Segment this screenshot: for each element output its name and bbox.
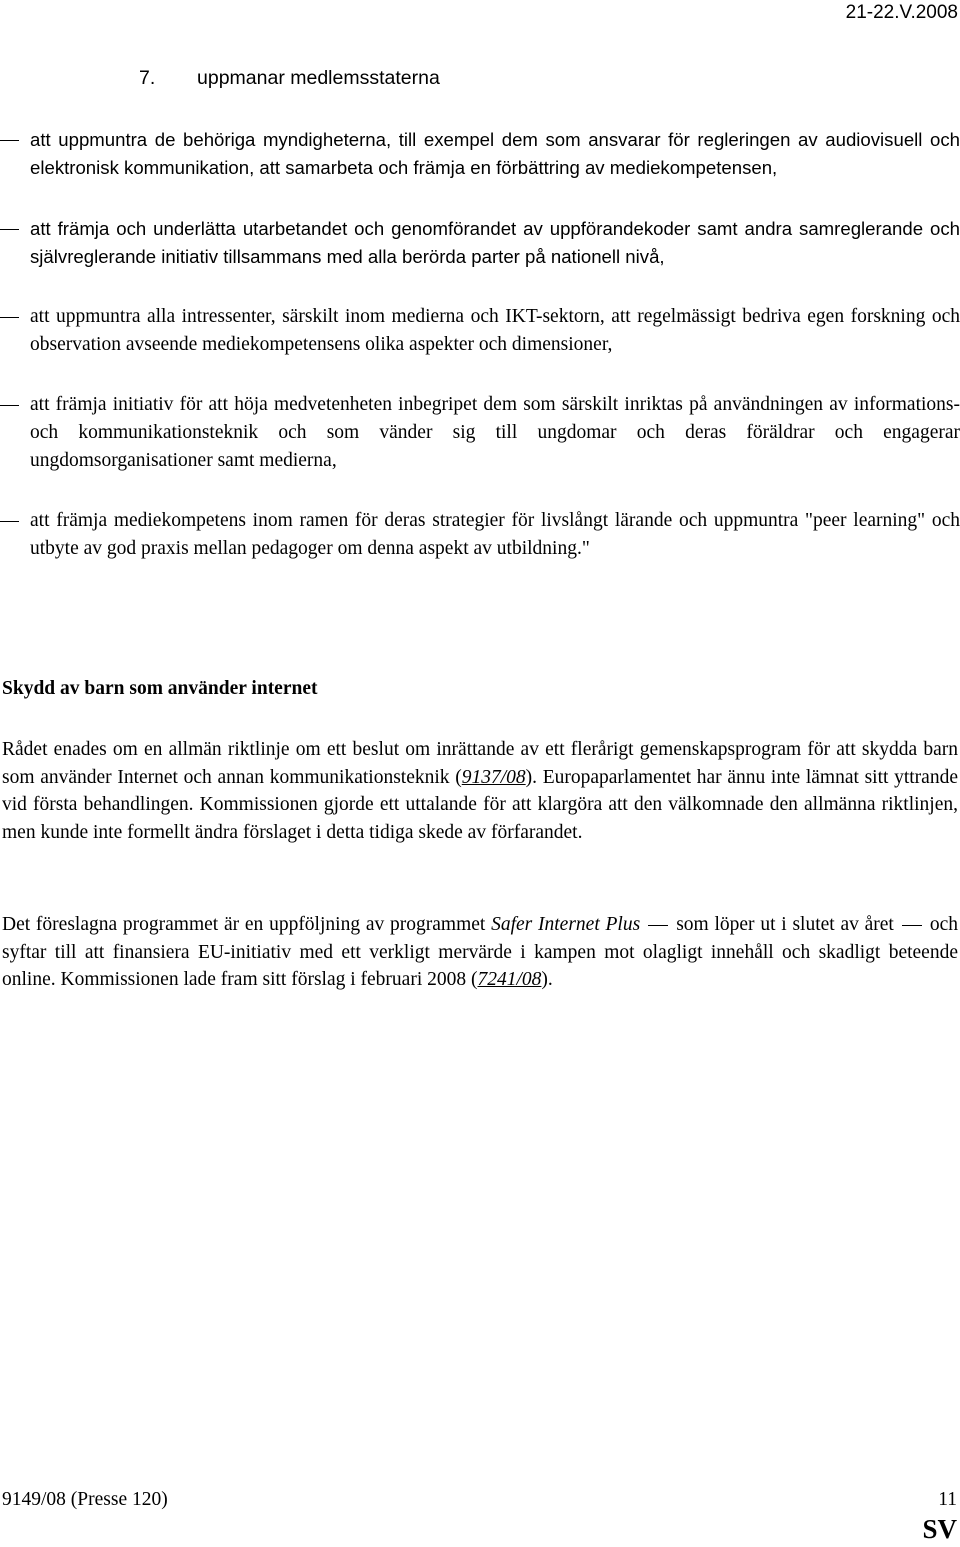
list-item [0,303,960,360]
document-date: 21-22.V.2008 [845,2,958,23]
paragraph-text: och syftar till att finansiera EU-initiativ med ett verkligt mervärde i kampen mot olagligt innehåll och skadligt beteende online. Kommissionen lade fram sitt förslag i februari 2008 ( [2,914,959,991]
dash-bullet-icon [0,140,19,141]
list-item [0,215,960,272]
point-heading [139,64,440,92]
document-reference-link[interactable]: 9137/08 [461,766,526,788]
section-heading: Skydd av barn som använder internet [2,678,318,699]
bullet-list [0,126,960,563]
paragraph [2,736,958,847]
footer-reference: 9149/08 (Presse 120) [2,1489,168,1510]
list-item [0,126,960,183]
page-number: 11 [938,1489,957,1510]
dash-bullet-icon [0,317,19,318]
list-item [0,391,960,476]
point-number: 7. [139,67,156,89]
point-title: uppmanar medlemsstaterna [197,67,440,89]
list-item-text: att främja mediekompetens inom ramen för deras strategier för livslångt lärande och uppmuntra "peer learning" och utbyte av god praxis mellan pedagoger om denna aspekt av utbildning." [30,509,960,559]
dash-bullet-icon [0,229,19,230]
list-item-text: att främja initiativ för att höja medvetenheten inbegripet dem som särskilt inriktas på användningen av informations- och kommunikationsteknik och som vänder sig till ungdomar och deras föräldrar och engagerar ungdomsorganisationer samt medierna, [30,393,960,472]
language-code: SV [922,1514,957,1544]
paragraph [2,911,958,994]
list-item-text: att uppmuntra de behöriga myndigheterna, till exempel dem som ansvarar för regleringen av audiovisuell och elektronisk kommunikation, att samarbeta och främja en förbättring av mediekompetensen, [30,129,960,179]
dash-bullet-icon [0,405,19,406]
dash-bullet-icon [0,521,19,522]
document-reference-link[interactable]: 7241/08 [477,969,542,991]
list-item [0,507,960,564]
dash-separator-icon [648,925,668,926]
paragraph-text: Rådet enades om en allmän riktlinje om ett beslut om inrättande av ett flerårigt gemenskapsprogram för att skydda barn som använder Internet och annan kommunikationsteknik ( [2,739,958,788]
paragraph-text: Det föreslagna programmet är en uppföljning av programmet [2,914,486,935]
list-item-text: att främja och underlätta utarbetandet och genomförandet av uppförandekoder samt andra samreglerande och självreglerande initiativ tillsammans med alla berörda parter på nationell nivå, [30,217,960,267]
program-name: Safer Internet Plus [491,914,641,935]
paragraph-text: ). Europaparlamentet har ännu inte lämnat sitt yttrande vid första behandlingen. Kommissionen gjorde ett uttalande för att klargöra att den välkomnade den allmänna riktlinjen, men kunde inte formellt ändra förslaget i detta tidiga skede av förfarandet. [2,766,958,844]
list-item-text: att uppmuntra alla intressenter, särskilt inom medierna och IKT-sektorn, att regelmässigt bedriva egen forskning och observation avseende mediekompetensens olika aspekter och dimensioner, [30,306,960,356]
dash-separator-icon [902,925,922,926]
paragraph-text: ). [541,969,553,991]
paragraph-text: som löper ut i slutet av året [676,914,894,935]
